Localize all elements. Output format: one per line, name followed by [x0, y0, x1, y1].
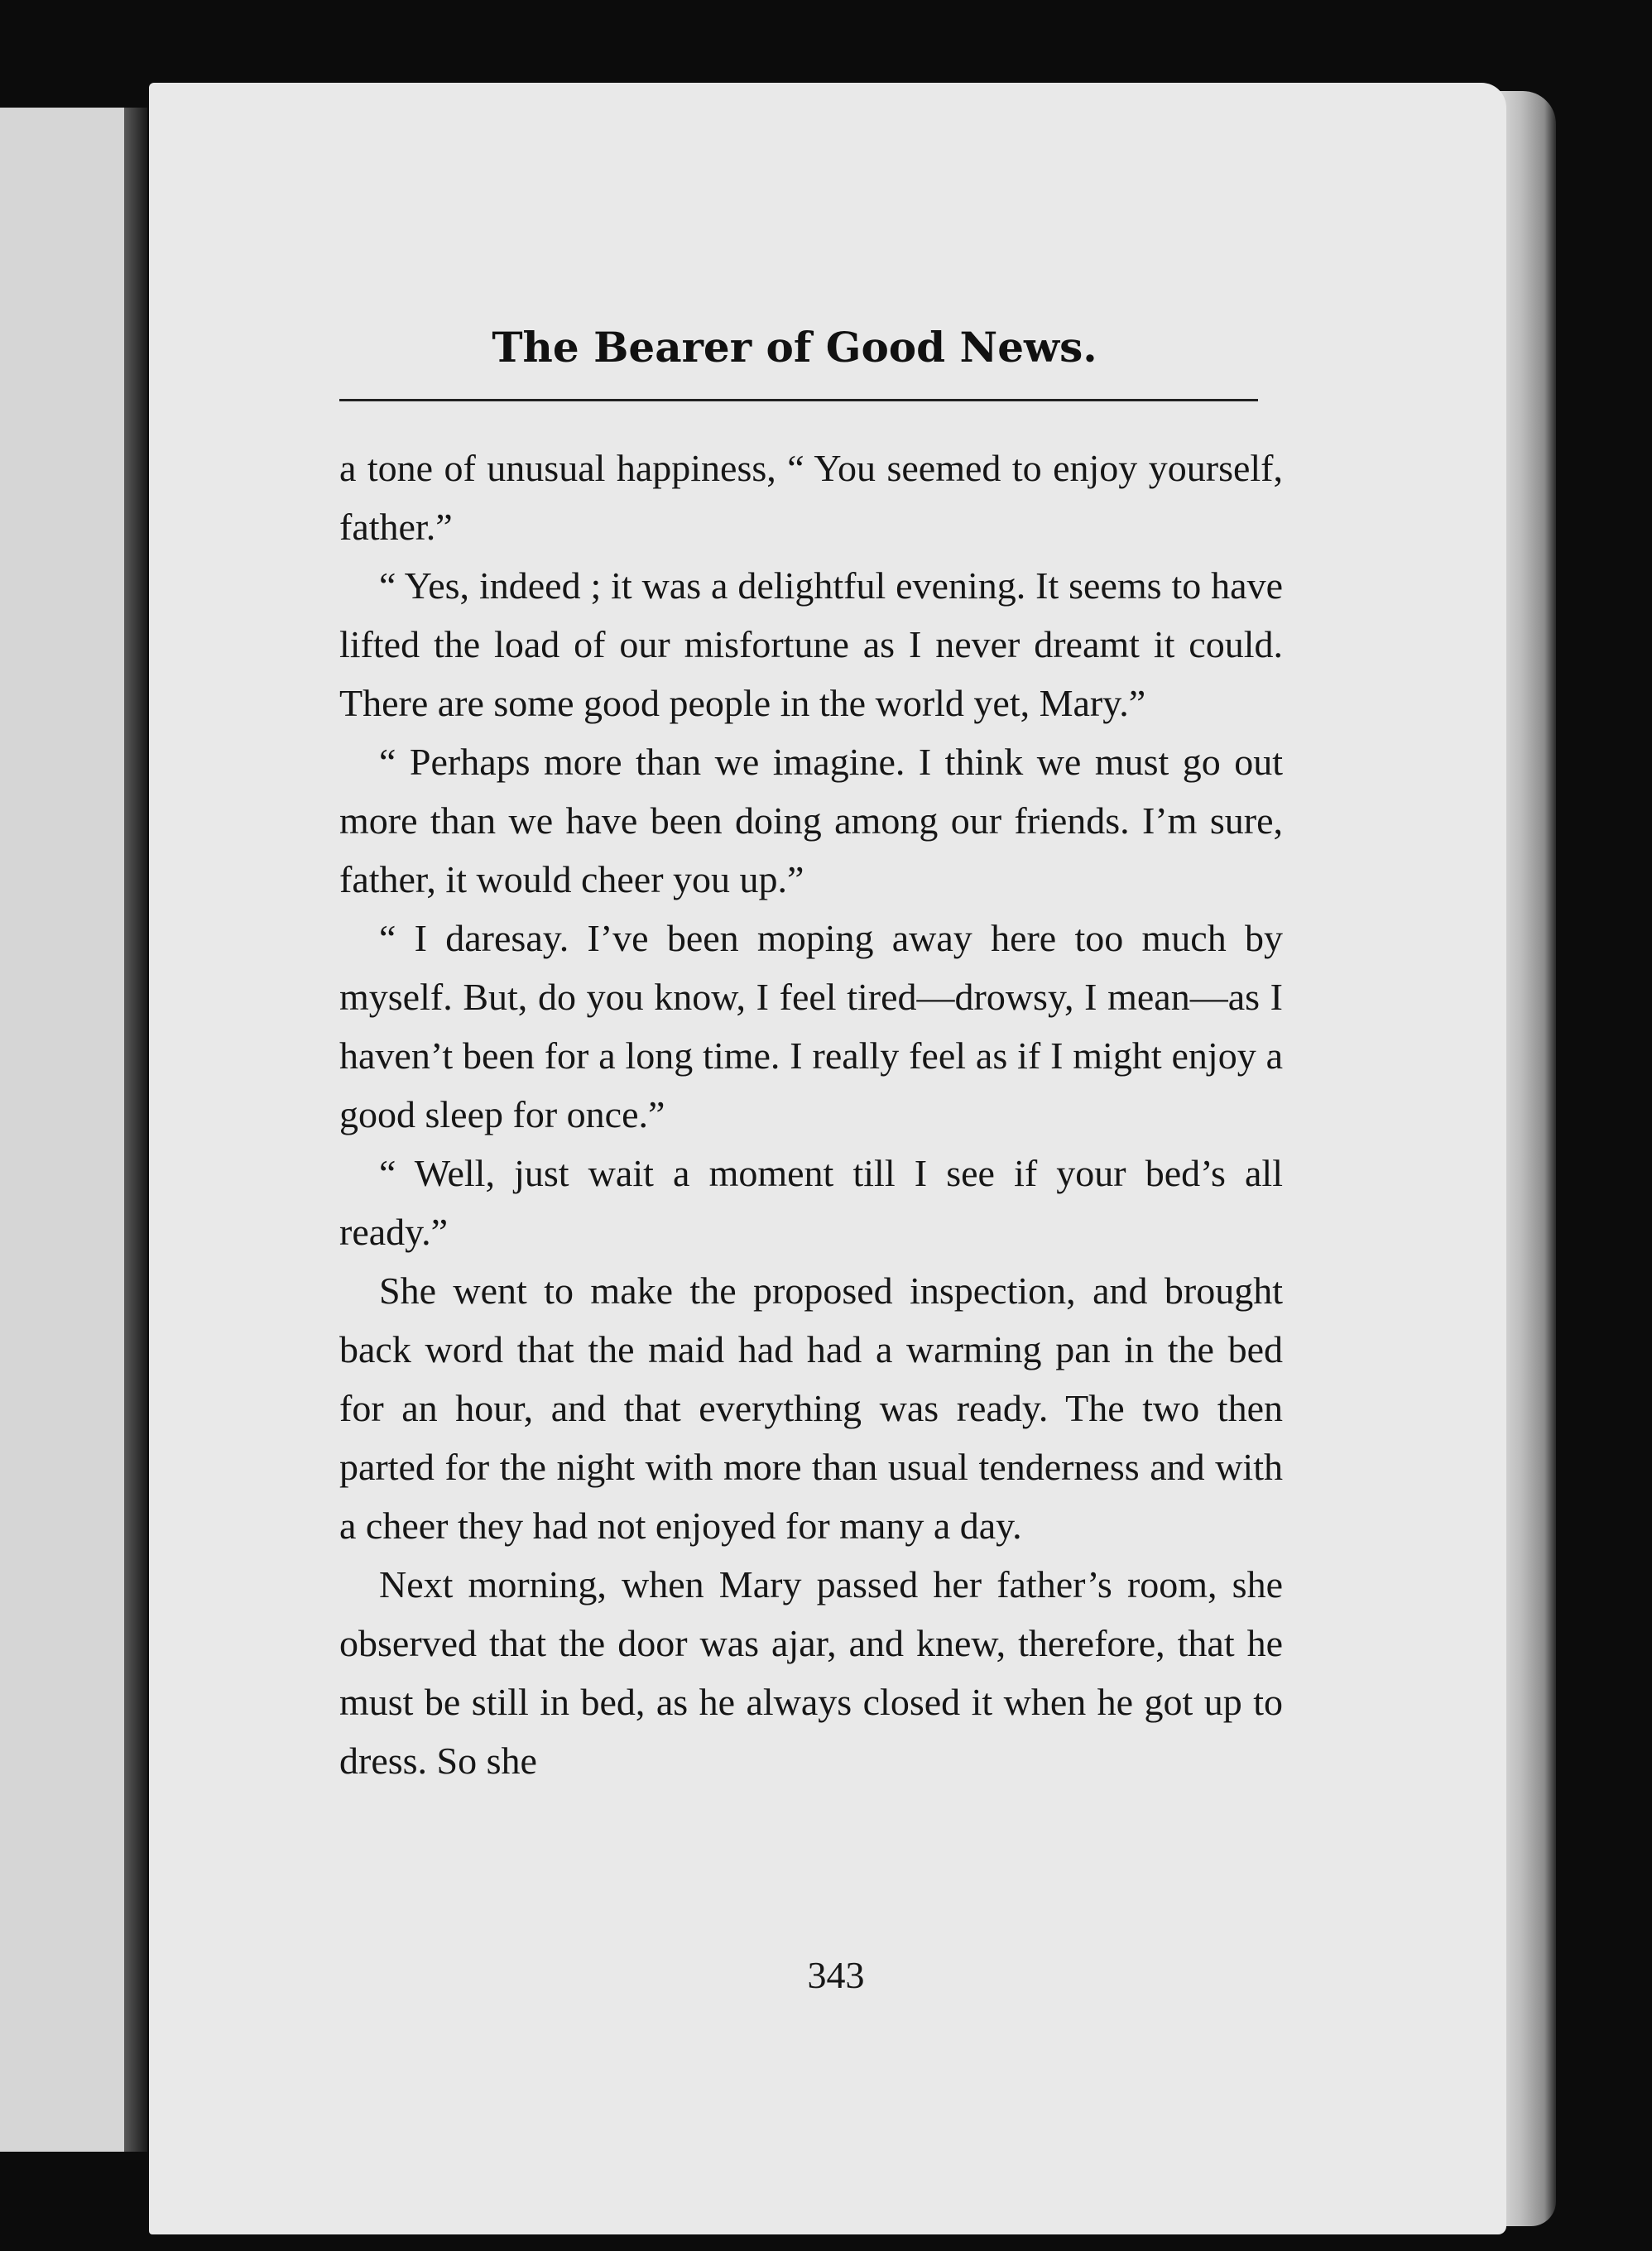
header-rule [339, 399, 1258, 401]
paragraph: a tone of unusual happiness, “ You seemed to enjoy yourself, father.” [339, 447, 1283, 548]
paragraph: “ Perhaps more than we imagine. I think we must go out more than we have been doing among our friends. I’m sure, father, it would cheer you up.” [339, 741, 1283, 900]
paragraph: Next morning, when Mary passed her father’s room, she observed that the door was ajar, and knew, therefore, that he must be still in bed, as he always closed it when he got up to dress. So she [339, 1563, 1283, 1782]
book-gutter [124, 108, 147, 2152]
paragraph: She went to make the proposed inspection, and brought back word that the maid had had a warming pan in the bed for an hour, and that everything was ready. The two then parted for the night with more than usual tenderness and with a cheer they had not enjoyed for many a day. [339, 1269, 1283, 1547]
page-body [339, 439, 1283, 1790]
paragraph: “ Yes, indeed ; it was a delightful evening. It seems to have lifted the load of our misfortune as I never dreamt it could. There are some good people in the world yet, Mary.” [339, 564, 1283, 724]
page-edge [1498, 91, 1556, 2226]
page-number: 343 [807, 1954, 865, 1996]
paragraph: “ I daresay. I’ve been moping away here too much by myself. But, do you know, I feel tired—drowsy, I mean—as I haven’t been for a long time. I really feel as if I might enjoy a good sleep for once.” [339, 917, 1283, 1135]
facing-page [0, 108, 124, 2152]
running-head: The Bearer of Good News. [492, 323, 1097, 372]
paragraph: “ Well, just wait a moment till I see if your bed’s all ready.” [339, 1152, 1283, 1253]
